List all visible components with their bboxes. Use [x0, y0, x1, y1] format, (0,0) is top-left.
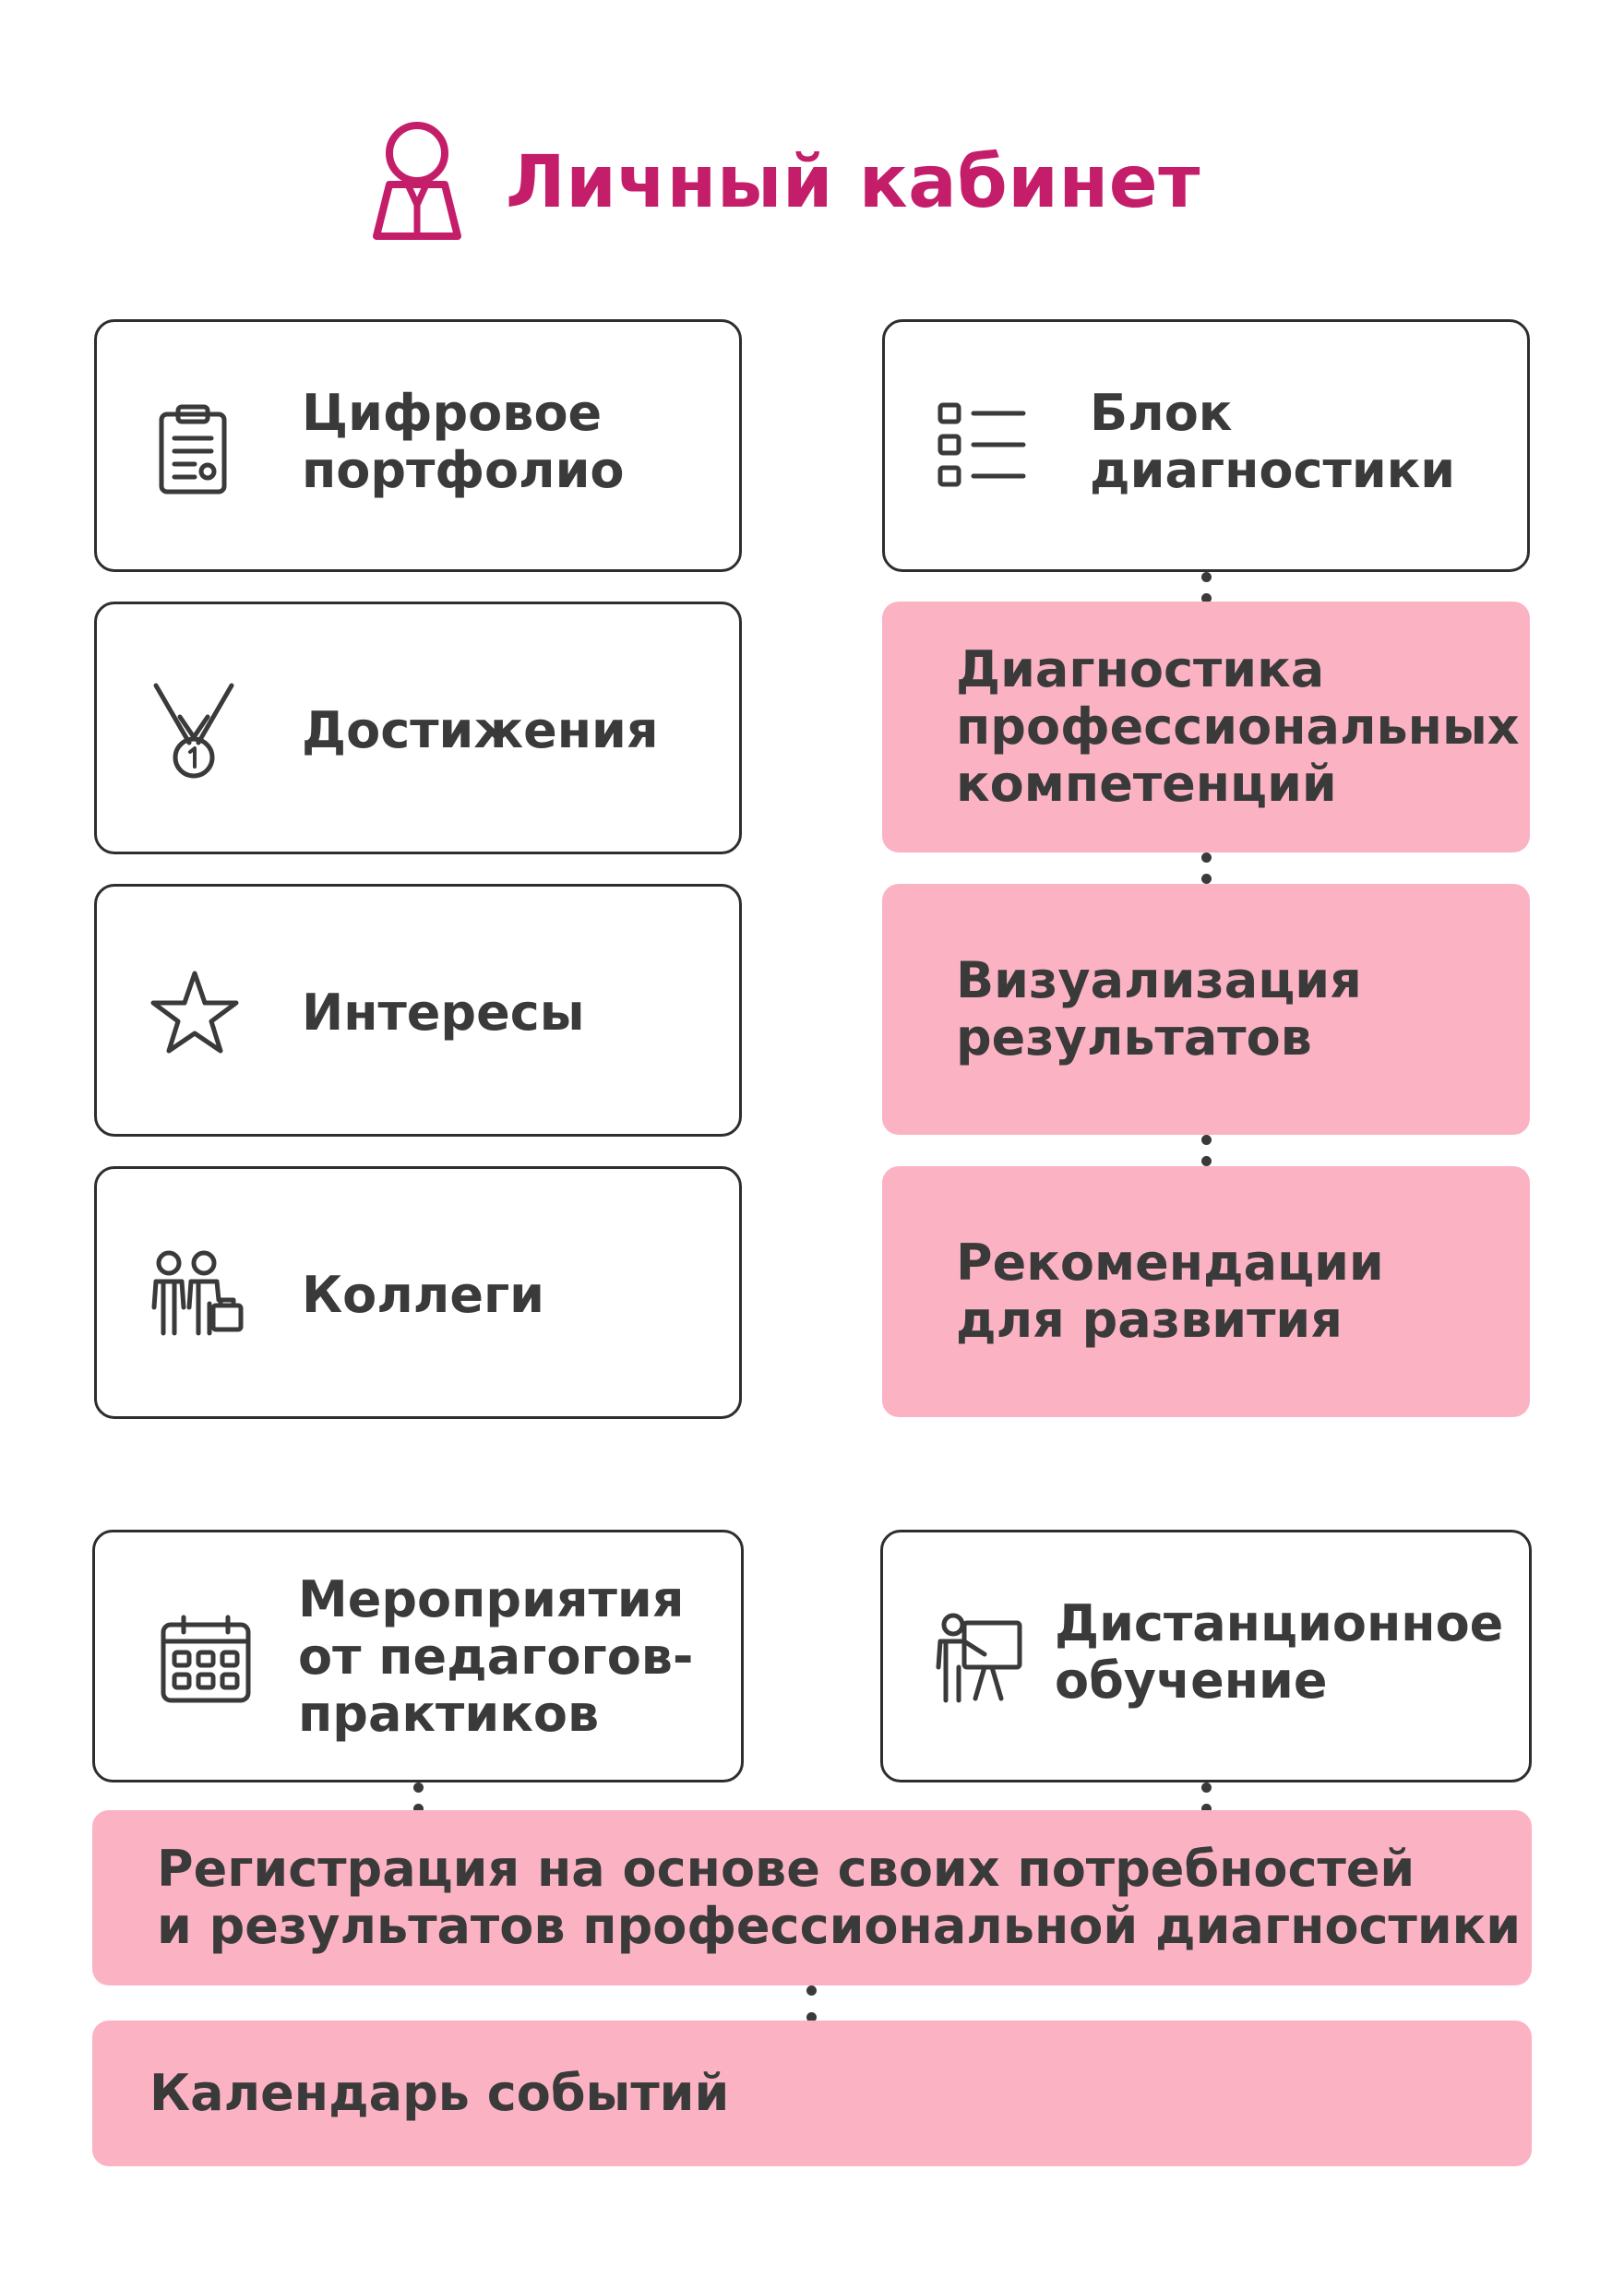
- step-label: Диагностика профессиональных компетенций: [956, 640, 1520, 813]
- card-diagnostics-block[interactable]: [882, 319, 1530, 572]
- page-title: Личный кабинет: [506, 141, 1200, 224]
- star-icon: [149, 968, 241, 1056]
- card-label: Достижения: [302, 701, 659, 759]
- card-label: Дистанционное обучение: [1055, 1594, 1504, 1710]
- medal-icon: [152, 680, 235, 781]
- card-colleagues[interactable]: [94, 1166, 742, 1419]
- connector: [1201, 572, 1212, 603]
- connector: [1201, 1135, 1212, 1166]
- card-digital-portfolio[interactable]: [94, 319, 742, 572]
- step-competence-diagnostics[interactable]: [882, 602, 1530, 852]
- calendar-icon: [160, 1614, 252, 1706]
- events-calendar-banner[interactable]: [92, 2021, 1532, 2166]
- step-results-visualization[interactable]: [882, 884, 1530, 1135]
- user-icon: [369, 118, 465, 247]
- connector: [413, 1782, 424, 1814]
- card-label: Цифровое портфолио: [302, 384, 625, 499]
- card-interests[interactable]: [94, 884, 742, 1137]
- step-label: Рекомендации для развития: [956, 1234, 1384, 1349]
- colleagues-icon: [145, 1248, 246, 1341]
- checklist-icon: [937, 399, 1029, 492]
- card-practitioner-events[interactable]: [92, 1530, 744, 1782]
- card-distance-learning[interactable]: [880, 1530, 1532, 1782]
- page-header: [369, 118, 1200, 247]
- card-label: Блок диагностики: [1090, 384, 1456, 499]
- clipboard-icon: [156, 403, 230, 495]
- card-label: Коллеги: [302, 1266, 545, 1324]
- card-label: Мероприятия от педагогов- практиков: [298, 1570, 694, 1743]
- connector: [1201, 1782, 1212, 1814]
- card-achievements[interactable]: [94, 602, 742, 854]
- step-development-recommendations[interactable]: [882, 1166, 1530, 1417]
- card-label: Интересы: [302, 984, 585, 1042]
- connector: [806, 1985, 817, 2022]
- registration-banner[interactable]: [92, 1810, 1532, 1985]
- step-label: Визуализация результатов: [956, 951, 1362, 1067]
- calendar-label: Календарь событий: [149, 2064, 730, 2122]
- registration-label: Регистрация на основе своих потребностей и результатов профессиональной диагностики: [157, 1840, 1522, 1955]
- connector: [1201, 852, 1212, 884]
- teacher-board-icon: [933, 1614, 1025, 1706]
